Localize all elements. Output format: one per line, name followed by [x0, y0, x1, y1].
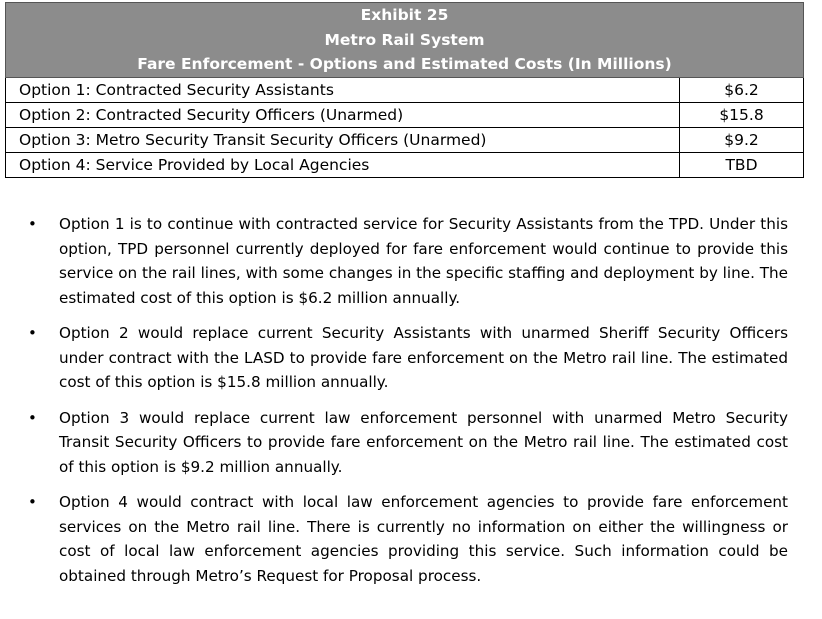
option-cell: Option 2: Contracted Security Officers (Unarmed) [6, 102, 680, 127]
bullet-text: Option 3 would replace current law enforcement personnel with unarmed Metro Security Transit Security Officers to provide fare enforcement on the Metro rail line. The estimated cost of this option is $9.2 million annually. [59, 408, 788, 476]
exhibit-table [5, 2, 804, 178]
bullet-text: Option 4 would contract with local law enforcement agencies to provide fare enforcement services on the Metro rail line. There is currently no information on either the willingness or cost of local law enforcement agencies providing this service. Such information could be obtained through Metro’s Request for Proposal process. [59, 493, 788, 585]
bullet-icon: • [28, 493, 37, 511]
exhibit-caption: Fare Enforcement - Options and Estimated Costs (In Millions) [137, 55, 672, 73]
table-row [6, 102, 804, 127]
exhibit-title: Exhibit 25 [360, 6, 449, 24]
list-item [28, 490, 788, 588]
bullet-text: Option 2 would replace current Security Assistants with unarmed Sheriff Security Officers under contract with the LASD to provide fare enforcement on the Metro rail line. The estimated cost of this option is $15.8 million annually. [59, 324, 788, 391]
cost-cell: TBD [680, 152, 804, 177]
bullet-icon: • [28, 408, 37, 427]
list-item [28, 406, 788, 480]
bullet-icon: • [28, 215, 37, 233]
table-row [6, 77, 804, 102]
exhibit-header [6, 3, 804, 78]
option-cell: Option 1: Contracted Security Assistants [6, 77, 680, 102]
cost-cell: $15.8 [680, 102, 804, 127]
option-cell: Option 4: Service Provided by Local Agencies [6, 152, 680, 177]
exhibit-subtitle: Metro Rail System [324, 30, 485, 49]
cost-cell: $6.2 [680, 77, 804, 102]
bullet-text: Option 1 is to continue with contracted service for Security Assistants from the TPD. Under this option, TPD personnel currently deployed for fare enforcement would continue to provide this service on the rail lines, with some changes in the specific staffing and deployment by line. The estimated cost of this option is $6.2 million annually. [59, 215, 788, 307]
table-row [6, 152, 804, 177]
option-bullet-list [28, 212, 788, 599]
cost-cell: $9.2 [680, 127, 804, 152]
option-cell: Option 3: Metro Security Transit Security Officers (Unarmed) [6, 127, 680, 152]
list-item [28, 321, 788, 395]
bullet-icon: • [28, 324, 37, 342]
table-row [6, 127, 804, 152]
list-item [28, 212, 788, 310]
